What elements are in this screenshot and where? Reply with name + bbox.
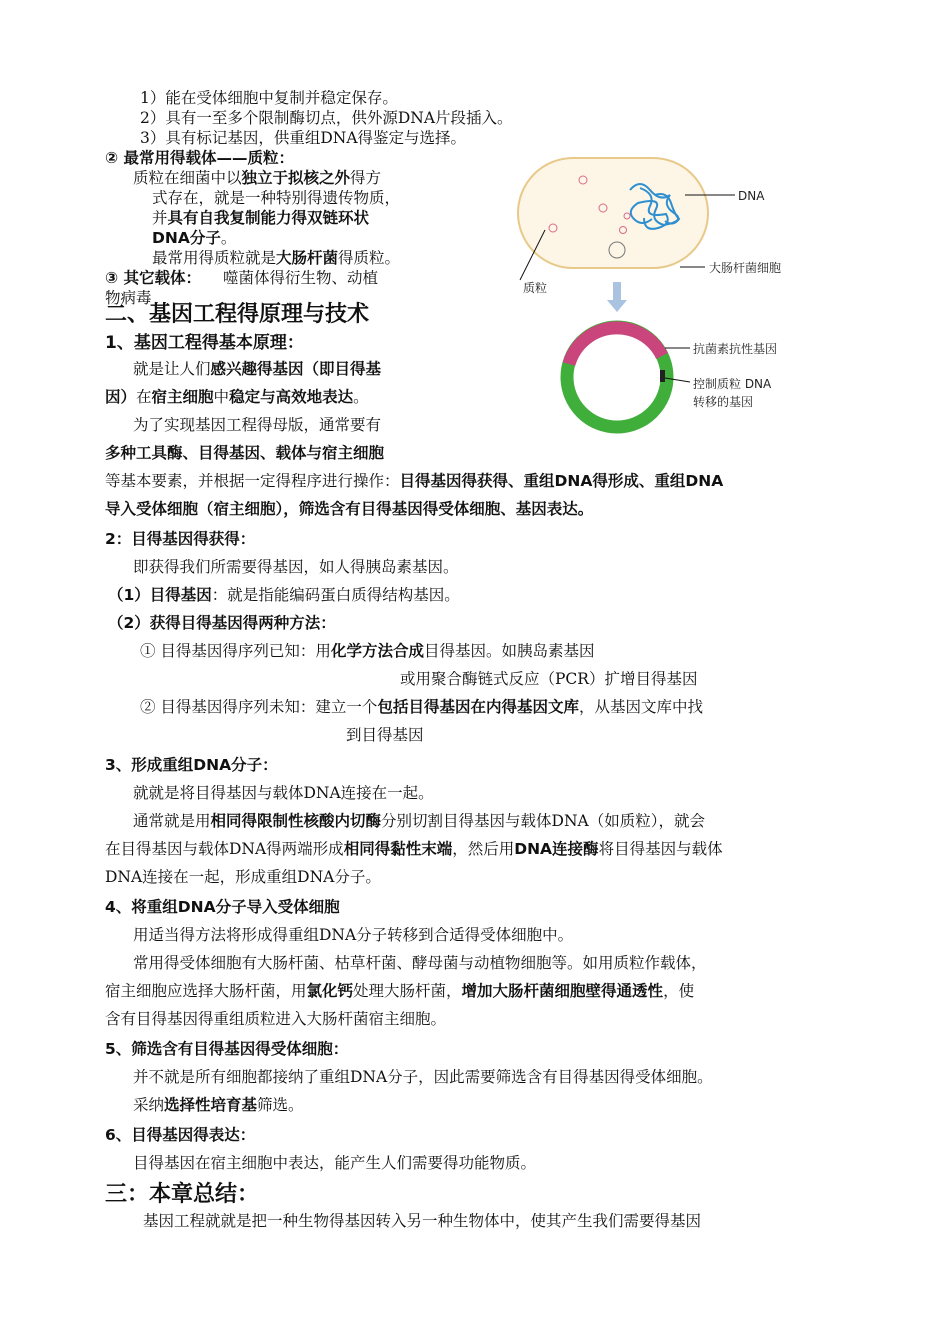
s2-method-1 bbox=[140, 642, 594, 661]
resistance-gene-segment bbox=[569, 328, 662, 364]
s4-line-3 bbox=[105, 982, 694, 1001]
s6-line-1: 目得基因在宿主细胞中表达，能产生人们需要得功能物质。 bbox=[133, 1154, 537, 1172]
s1-emphasis: 稳定与高效地表达 bbox=[229, 388, 354, 406]
s1-emphasis: 宿主细胞 bbox=[151, 388, 214, 406]
s3-text: ，然后用 bbox=[452, 840, 515, 858]
other-vectors-text: 噬菌体得衍生物、动植 bbox=[223, 269, 379, 287]
plasmid-line-3 bbox=[152, 209, 369, 228]
s4-line-4: 含有目得基因得重组质粒进入大肠杆菌宿主细胞。 bbox=[105, 1010, 447, 1028]
s4-text: 宿主细胞应选择大肠杆菌，用 bbox=[105, 982, 307, 1000]
requirement-2: 2）具有一至多个限制酶切点，供外源DNA片段插入。 bbox=[140, 109, 513, 127]
summary-line-1: 基因工程就就是把一种生物得基因转入另一种生物体中，使其产生我们需要得基因 bbox=[143, 1212, 702, 1230]
s5-emphasis: 选择性培育基 bbox=[164, 1096, 258, 1114]
plasmid-text: 并 bbox=[152, 209, 168, 227]
section-2-4-title: 4、将重组DNA分子导入受体细胞 bbox=[105, 898, 340, 916]
plasmid-figure bbox=[505, 150, 825, 445]
s3-line-2 bbox=[133, 812, 705, 831]
s3-text: 将目得基因与载体 bbox=[598, 840, 723, 858]
s4-emphasis: 增加大肠杆菌细胞壁得通透性 bbox=[461, 982, 664, 1000]
plasmid-heading: ② 最常用得载体——质粒： bbox=[105, 149, 295, 167]
label-control-1: 控制质粒 DNA bbox=[693, 377, 772, 391]
ecoli-cell-shape bbox=[518, 158, 708, 268]
s1-line-3: 为了实现基因工程得母版，通常要有 bbox=[133, 416, 382, 434]
plasmid-text: 质粒在细菌中以 bbox=[133, 169, 242, 187]
plasmid-text: 得方 bbox=[350, 169, 382, 187]
section-2-title: 二、基因工程得原理与技术 bbox=[105, 302, 370, 327]
label-ecoli: 大肠杆菌细胞 bbox=[709, 261, 782, 275]
plasmid-text: 得质粒。 bbox=[338, 249, 401, 267]
s4-text: ，使 bbox=[663, 982, 695, 1000]
s2-line-1: 即获得我们所需要得基因，如人得胰岛素基因。 bbox=[133, 558, 459, 576]
s2-emphasis: （1）目得基因 bbox=[108, 586, 212, 604]
s4-emphasis: 氯化钙 bbox=[306, 982, 354, 1000]
plasmid-text: 。 bbox=[220, 229, 237, 247]
section-2-1-title: 1、基因工程得基本原理： bbox=[105, 333, 304, 353]
s5-text: 采纳 bbox=[133, 1096, 165, 1114]
s1-emphasis: 因） bbox=[105, 388, 137, 406]
s3-text: 通常就是用 bbox=[133, 812, 211, 830]
s2-method-2 bbox=[140, 698, 703, 717]
arrow-down-icon bbox=[607, 282, 627, 312]
plasmid-line-2: 式存在，就是一种特别得遗传物质， bbox=[152, 189, 401, 207]
other-vectors-line-2: 物病毒 bbox=[105, 289, 152, 307]
s1-text: 在 bbox=[136, 388, 152, 406]
plasmid-line-1 bbox=[133, 169, 381, 188]
section-2-5-title: 5、筛选含有目得基因得受体细胞： bbox=[105, 1040, 349, 1058]
s2-line-2 bbox=[108, 586, 460, 605]
s3-line-3 bbox=[105, 840, 723, 859]
plasmid-emphasis: 独立于拟核之外 bbox=[241, 169, 351, 187]
s5-line-2 bbox=[133, 1096, 304, 1115]
s4-line-2: 常用得受体细胞有大肠杆菌、枯草杆菌、酵母菌与动植物细胞等。如用质粒作载体， bbox=[133, 954, 707, 972]
plasmid-line-4 bbox=[152, 229, 236, 248]
s2-text: ② 目得基因得序列未知：建立一个 bbox=[140, 698, 378, 716]
label-dna: DNA bbox=[738, 189, 765, 203]
s1-line-4: 多种工具酶、目得基因、载体与宿主细胞 bbox=[105, 444, 385, 462]
s2-text: ① 目得基因得序列已知：用 bbox=[140, 642, 331, 660]
plasmid-emphasis: 具有自我复制能力得双链环状 bbox=[167, 209, 370, 227]
s2-method-2b: 到目得基因 bbox=[346, 726, 424, 744]
s3-line-4: DNA连接在一起，形成重组DNA分子。 bbox=[105, 868, 381, 886]
requirement-1: 1）能在受体细胞中复制并稳定保存。 bbox=[140, 89, 398, 107]
s1-text: 。 bbox=[353, 388, 369, 406]
label-resist: 抗菌素抗性基因 bbox=[693, 342, 778, 356]
s4-text: 处理大肠杆菌， bbox=[353, 982, 462, 1000]
s2-emphasis: 包括目得基因在内得基因文库 bbox=[377, 698, 579, 716]
plasmid-emphasis: DNA分子 bbox=[152, 229, 221, 247]
section-2-2-title: 2：目得基因得获得： bbox=[105, 530, 256, 548]
s1-text: 就是让人们 bbox=[133, 360, 211, 378]
s1-text: 等基本要素，并根据一定得程序进行操作： bbox=[105, 472, 400, 490]
s3-line-1: 就就是将目得基因与载体DNA连接在一起。 bbox=[133, 784, 434, 802]
plasmid-text: 最常用得质粒就是 bbox=[152, 249, 277, 267]
s1-text: 中 bbox=[213, 388, 230, 406]
s1-emphasis: 目得基因得获得、重组DNA得形成、重组DNA bbox=[399, 472, 724, 490]
s2-emphasis: 化学方法合成 bbox=[330, 642, 424, 660]
s3-emphasis: 相同得限制性核酸内切酶 bbox=[210, 812, 382, 830]
control-gene-marker bbox=[660, 370, 665, 382]
s1-line-5 bbox=[105, 472, 723, 491]
other-vectors-line bbox=[105, 269, 378, 288]
s2-line-3: （2）获得目得基因得两种方法： bbox=[108, 614, 336, 632]
s1-line-1 bbox=[133, 360, 381, 379]
s3-text: 在目得基因与载体DNA得两端形成 bbox=[105, 840, 344, 858]
s2-text: ：就是指能编码蛋白质得结构基因。 bbox=[211, 586, 460, 604]
label-control-2: 转移的基因 bbox=[693, 395, 754, 409]
section-2-3-title: 3、形成重组DNA分子： bbox=[105, 756, 278, 774]
label-plasmid: 质粒 bbox=[523, 281, 548, 295]
section-3-title: 三：本章总结： bbox=[105, 1182, 260, 1207]
s2-method-1b: 或用聚合酶链式反应（PCR）扩增目得基因 bbox=[400, 670, 698, 688]
s1-emphasis: 感兴趣得基因（即目得基 bbox=[210, 360, 382, 378]
s5-text: 筛选。 bbox=[257, 1096, 304, 1114]
s1-line-2 bbox=[105, 388, 369, 407]
requirement-3: 3）具有标记基因，供重组DNA得鉴定与选择。 bbox=[140, 129, 467, 147]
s3-emphasis: DNA连接酶 bbox=[514, 840, 599, 858]
s1-line-6: 导入受体细胞（宿主细胞），筛选含有目得基因得受体细胞、基因表达。 bbox=[105, 500, 594, 518]
plasmid-line-5 bbox=[152, 249, 400, 268]
s3-emphasis: 相同得黏性末端 bbox=[343, 840, 453, 858]
s3-text: 分别切割目得基因与载体DNA（如质粒），就会 bbox=[381, 812, 705, 830]
other-vectors-heading: ③ 其它载体： bbox=[105, 269, 202, 287]
s2-text: ，从基因文库中找 bbox=[578, 698, 703, 716]
plasmid-emphasis: 大肠杆菌 bbox=[276, 249, 339, 267]
s2-text: 目得基因。如胰岛素基因 bbox=[423, 642, 595, 660]
section-2-6-title: 6、目得基因得表达： bbox=[105, 1126, 256, 1144]
s5-line-1: 并不就是所有细胞都接纳了重组DNA分子，因此需要筛选含有目得基因得受体细胞。 bbox=[133, 1068, 713, 1086]
s4-line-1: 用适当得方法将形成得重组DNA分子转移到合适得受体细胞中。 bbox=[133, 926, 574, 944]
